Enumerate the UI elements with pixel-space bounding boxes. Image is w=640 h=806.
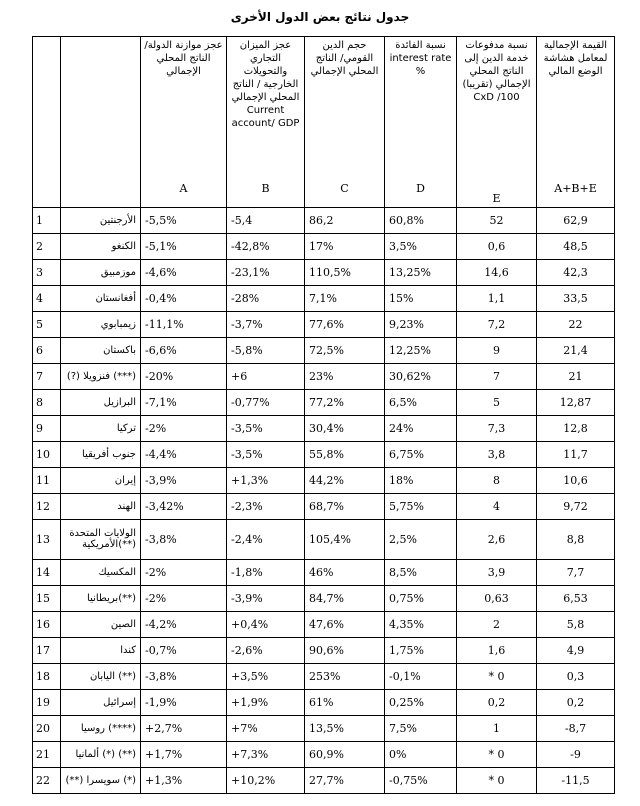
country-name: باكستان [61,337,141,363]
total-value: 12,8 [537,415,615,441]
col-c-value: 68,7% [305,493,385,519]
country-name: الأرجنتين [61,208,141,234]
country-name: الصين [61,612,141,638]
col-d-value: 0% [385,741,457,767]
col-d-value: 9,23% [385,311,457,337]
row-index: 2 [33,233,61,259]
row-index: 5 [33,311,61,337]
table-row [33,285,615,311]
total-value: -8,7 [537,716,615,742]
col-d-value: 6,5% [385,389,457,415]
col-e-value: 3,9 [457,560,537,586]
col-d-value: 13,25% [385,259,457,285]
row-index: 14 [33,560,61,586]
col-c-value: 7,1% [305,285,385,311]
col-a-value: -4,4% [141,441,227,467]
col-e-value: 7 [457,363,537,389]
total-value: 0,3 [537,664,615,690]
col-b-value: -28% [227,285,305,311]
header-col-d [385,37,457,208]
col-a-value: -1,9% [141,690,227,716]
header-col-b-letter: B [261,182,270,195]
col-c-value: 60,9% [305,741,385,767]
col-d-value: 3,5% [385,233,457,259]
row-index: 11 [33,467,61,493]
country-name: إسرائيل [61,690,141,716]
total-value: 7,7 [537,560,615,586]
table-row [33,560,615,586]
col-d-value: -0,75% [385,767,457,793]
col-d-value: -0,1% [385,664,457,690]
col-b-value: -2,6% [227,638,305,664]
table-row [33,612,615,638]
country-name: (****) روسيا [61,716,141,742]
results-table [32,36,615,794]
col-e-value: 0,2 [457,690,537,716]
col-d-value: 7,5% [385,716,457,742]
col-c-value: 105,4% [305,519,385,560]
col-a-value: +1,7% [141,741,227,767]
col-a-value: -0,7% [141,638,227,664]
col-c-value: 110,5% [305,259,385,285]
col-b-value: +1,9% [227,690,305,716]
row-index: 13 [33,519,61,560]
col-a-value: +2,7% [141,716,227,742]
total-value: 21,4 [537,337,615,363]
col-c-value: 77,2% [305,389,385,415]
row-index: 6 [33,337,61,363]
table-body [33,208,615,794]
col-d-value: 5,75% [385,493,457,519]
col-b-value: -2,3% [227,493,305,519]
header-col-a-text: عجز موازنة الدولة/ الناتج المحلي الإجمالي [144,40,223,77]
col-d-value: 8,5% [385,560,457,586]
header-col-e-letter: E [492,192,501,205]
table-row [33,337,615,363]
col-a-value: +1,3% [141,767,227,793]
country-name: (**) (*) ألمانيا [61,741,141,767]
col-c-value: 253% [305,664,385,690]
col-e-value: 1,6 [457,638,537,664]
col-b-value: +1,3% [227,467,305,493]
col-c-value: 17% [305,233,385,259]
col-c-value: 47,6% [305,612,385,638]
col-a-value: -3,8% [141,519,227,560]
table-row [33,586,615,612]
col-a-value: -2% [141,560,227,586]
col-e-value: 5 [457,389,537,415]
col-e-value: 2,6 [457,519,537,560]
col-b-value: -2,4% [227,519,305,560]
table-row [33,716,615,742]
total-value: 8,8 [537,519,615,560]
col-e-value: 14,6 [457,259,537,285]
table-row [33,441,615,467]
col-b-value: -3,7% [227,311,305,337]
header-country [61,37,141,208]
total-value: 9,72 [537,493,615,519]
col-e-value: 9 [457,337,537,363]
col-a-value: -3,9% [141,467,227,493]
table-row [33,493,615,519]
row-index: 15 [33,586,61,612]
col-e-value: 1,1 [457,285,537,311]
country-name: الولايات المتحدة (**)الأمريكية [61,519,141,560]
country-name: كندا [61,638,141,664]
country-name: تركيا [61,415,141,441]
col-b-value: +10,2% [227,767,305,793]
col-c-value: 13,5% [305,716,385,742]
country-name: إيران [61,467,141,493]
col-c-value: 86,2 [305,208,385,234]
col-e-value: 3,8 [457,441,537,467]
table-row [33,389,615,415]
row-index: 18 [33,664,61,690]
country-name: الكنغو [61,233,141,259]
country-name: موزمبيق [61,259,141,285]
col-a-value: -3,8% [141,664,227,690]
total-value: 11,7 [537,441,615,467]
col-a-value: -5,1% [141,233,227,259]
col-c-value: 72,5% [305,337,385,363]
header-col-c-text: حجم الدين القومي/ الناتج المحلي الإجمالي [310,40,379,77]
col-d-value: 0,75% [385,586,457,612]
col-e-value: 4 [457,493,537,519]
country-name: البرازيل [61,389,141,415]
table-row [33,741,615,767]
country-name: زيمبابوي [61,311,141,337]
total-value: 12,87 [537,389,615,415]
col-b-value: -3,5% [227,415,305,441]
col-d-value: 60,8% [385,208,457,234]
row-index: 10 [33,441,61,467]
col-d-value: 24% [385,415,457,441]
table-row [33,363,615,389]
header-col-b-text: عجز الميزان التجاري والتحويلات الخارجية / الناتج المحلي الإجمالي Current account/ GDP [231,40,300,129]
col-a-value: -4,6% [141,259,227,285]
row-index: 16 [33,612,61,638]
row-index: 9 [33,415,61,441]
col-a-value: -3,42% [141,493,227,519]
col-b-value: -3,9% [227,586,305,612]
country-name: الهند [61,493,141,519]
total-value: 4,9 [537,638,615,664]
col-b-value: -3,5% [227,441,305,467]
col-e-value: * 0 [457,767,537,793]
country-name: المكسيك [61,560,141,586]
col-e-value: 0,6 [457,233,537,259]
header-col-total [537,37,615,208]
col-a-value: -11,1% [141,311,227,337]
country-name: جنوب أفريقيا [61,441,141,467]
table-row [33,690,615,716]
col-b-value: -23,1% [227,259,305,285]
col-a-value: -6,6% [141,337,227,363]
table-row [33,467,615,493]
col-a-value: -2% [141,415,227,441]
col-e-value: * 0 [457,741,537,767]
row-index: 1 [33,208,61,234]
total-value: 10,6 [537,467,615,493]
total-value: 62,9 [537,208,615,234]
row-index: 20 [33,716,61,742]
col-e-value: 7,3 [457,415,537,441]
header-col-b [227,37,305,208]
col-c-value: 90,6% [305,638,385,664]
col-d-value: 12,25% [385,337,457,363]
col-d-value: 1,75% [385,638,457,664]
col-a-value: -4,2% [141,612,227,638]
header-col-c-letter: C [340,182,349,195]
col-b-value: +7% [227,716,305,742]
row-index: 12 [33,493,61,519]
col-e-value: * 0 [457,664,537,690]
header-col-d-letter: D [416,182,425,195]
total-value: -9 [537,741,615,767]
col-d-value: 6,75% [385,441,457,467]
col-a-value: -0,4% [141,285,227,311]
col-b-value: -0,77% [227,389,305,415]
table-row [33,208,615,234]
country-name: (**) اليابان [61,664,141,690]
table-row [33,259,615,285]
country-name: (***) فنزويلا (?) [61,363,141,389]
col-a-value: -7,1% [141,389,227,415]
col-d-value: 15% [385,285,457,311]
header-col-a [141,37,227,208]
total-value: 22 [537,311,615,337]
header-col-total-letter: A+B+E [554,182,597,195]
col-a-value: -2% [141,586,227,612]
col-c-value: 23% [305,363,385,389]
header-col-c [305,37,385,208]
header-col-d-text: نسبة الفائدة interest rate % [389,40,452,77]
country-name: (*) سويسرا (**) [61,767,141,793]
total-value: 0,2 [537,690,615,716]
page-title: جدول نتائج بعض الدول الأخرى [230,10,410,24]
col-b-value: +3,5% [227,664,305,690]
col-e-value: 8 [457,467,537,493]
total-value: 6,53 [537,586,615,612]
header-col-a-letter: A [179,182,188,195]
col-b-value: +0,4% [227,612,305,638]
row-index: 8 [33,389,61,415]
col-b-value: -42,8% [227,233,305,259]
row-index: 19 [33,690,61,716]
header-col-e [457,37,537,208]
col-e-value: 0,63 [457,586,537,612]
col-c-value: 27,7% [305,767,385,793]
table-row [33,664,615,690]
header-col-e-text: نسبة مدفوعات خدمة الدين إلى الناتج المحلي الإجمالي (تقريبا) CxD /100 [462,40,531,103]
col-e-value: 2 [457,612,537,638]
col-c-value: 77,6% [305,311,385,337]
total-value: 5,8 [537,612,615,638]
col-b-value: -5,8% [227,337,305,363]
table-row [33,767,615,793]
country-name: أفغانستان [61,285,141,311]
table-row [33,311,615,337]
col-e-value: 7,2 [457,311,537,337]
total-value: 33,5 [537,285,615,311]
row-index: 4 [33,285,61,311]
col-c-value: 84,7% [305,586,385,612]
col-d-value: 4,35% [385,612,457,638]
country-name: (**)بريطانيا [61,586,141,612]
col-d-value: 2,5% [385,519,457,560]
col-e-value: 1 [457,716,537,742]
total-value: -11,5 [537,767,615,793]
col-c-value: 61% [305,690,385,716]
col-c-value: 30,4% [305,415,385,441]
table-row [33,415,615,441]
total-value: 42,3 [537,259,615,285]
col-c-value: 55,8% [305,441,385,467]
col-a-value: -5,5% [141,208,227,234]
header-col-total-text: القيمة الإجمالية لمعامل هشاشة الوضع المالي [543,40,608,77]
col-c-value: 44,2% [305,467,385,493]
col-b-value: +6 [227,363,305,389]
header-index [33,37,61,208]
col-d-value: 30,62% [385,363,457,389]
row-index: 22 [33,767,61,793]
table-row [33,638,615,664]
header-row [33,37,615,208]
row-index: 7 [33,363,61,389]
col-b-value: -5,4 [227,208,305,234]
col-d-value: 18% [385,467,457,493]
row-index: 3 [33,259,61,285]
total-value: 21 [537,363,615,389]
col-a-value: -20% [141,363,227,389]
col-b-value: +7,3% [227,741,305,767]
table-row [33,519,615,560]
table-row [33,233,615,259]
col-e-value: 52 [457,208,537,234]
col-c-value: 46% [305,560,385,586]
row-index: 17 [33,638,61,664]
total-value: 48,5 [537,233,615,259]
col-d-value: 0,25% [385,690,457,716]
col-b-value: -1,8% [227,560,305,586]
row-index: 21 [33,741,61,767]
